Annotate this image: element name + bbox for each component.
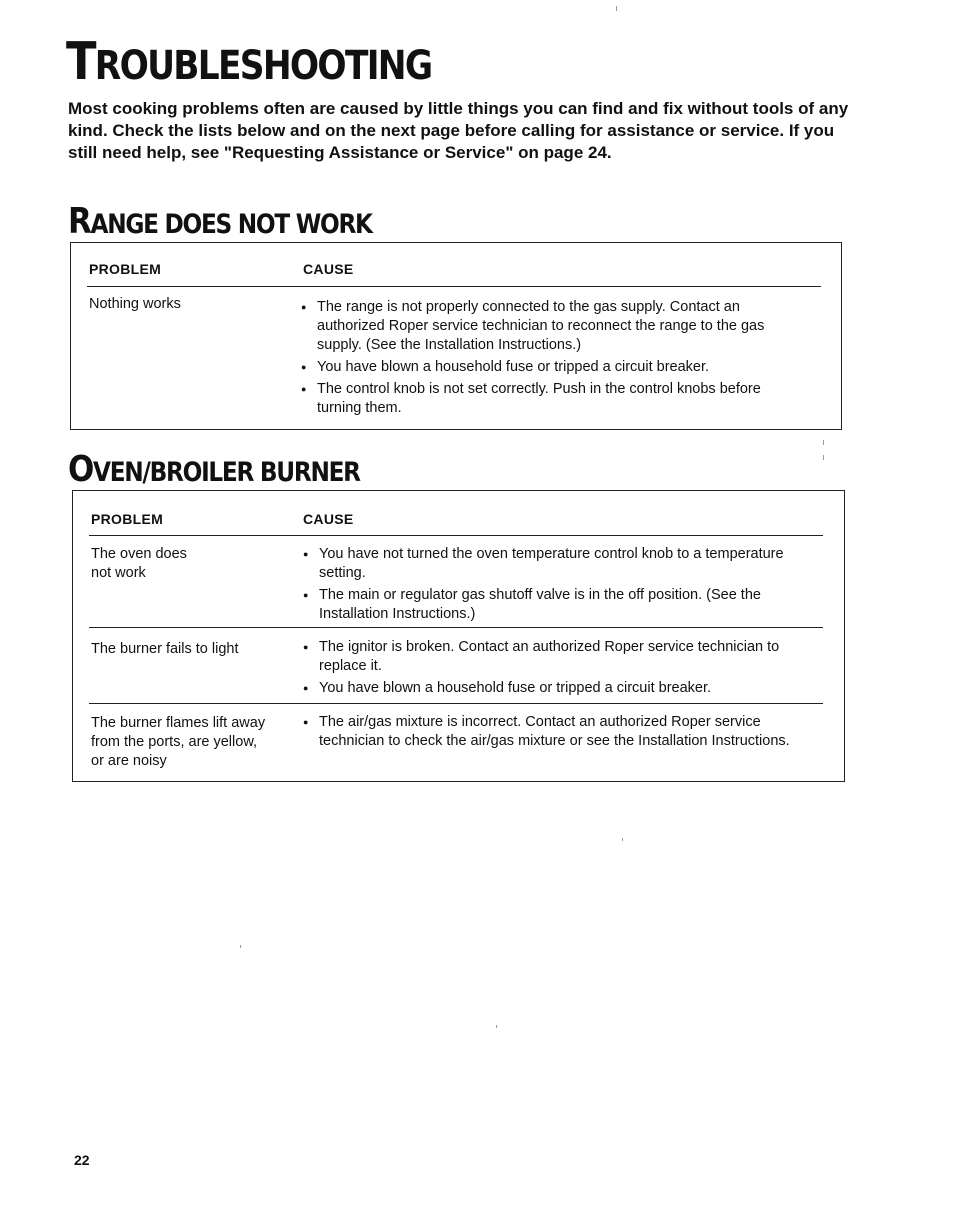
section-heading-oven-broiler-burner bbox=[68, 449, 360, 490]
problem-cell: Nothing works bbox=[89, 296, 181, 312]
page-title bbox=[66, 32, 432, 92]
section-heading-initial: R bbox=[68, 201, 91, 242]
scan-speck bbox=[823, 440, 824, 445]
column-header-problem: PROBLEM bbox=[89, 261, 162, 277]
cause-item: ● You have blown a household fuse or tripped a circuit breaker. bbox=[301, 358, 801, 377]
scan-speck bbox=[496, 1025, 497, 1028]
page-title-rest: ROUBLESHOOTING bbox=[94, 43, 432, 89]
cause-item: ● The air/gas mixture is incorrect. Contact an authorized Roper service technician to check the air/gas mixture or see the Installation Instructions. bbox=[303, 713, 823, 751]
section-heading-rest: ANGE DOES NOT WORK bbox=[90, 209, 372, 240]
range-troubleshooting-table bbox=[70, 242, 842, 430]
cause-list bbox=[301, 298, 801, 421]
cause-item: ● The control knob is not set correctly. Push in the control knobs before turning them. bbox=[301, 380, 801, 418]
scan-speck bbox=[240, 945, 241, 948]
row-rule bbox=[89, 703, 823, 704]
problem-cell: The burner flames lift away from the ports, are yellow, or are noisy bbox=[91, 715, 266, 769]
column-header-cause: CAUSE bbox=[303, 511, 354, 527]
scan-speck bbox=[616, 6, 617, 11]
cause-list bbox=[303, 545, 813, 627]
page-number: 22 bbox=[74, 1152, 90, 1168]
scan-speck bbox=[823, 455, 824, 460]
column-header-problem: PROBLEM bbox=[91, 511, 164, 527]
page-title-initial: T bbox=[66, 32, 95, 92]
cause-item: ● You have blown a household fuse or tripped a circuit breaker. bbox=[303, 679, 813, 698]
header-rule bbox=[89, 535, 823, 536]
section-heading-rest: VEN/BROILER BURNER bbox=[93, 457, 360, 488]
problem-cell: The oven does not work bbox=[91, 546, 187, 581]
cause-list bbox=[303, 638, 813, 701]
cause-item: ● The range is not properly connected to the gas supply. Contact an authorized Roper service technician to reconnect the range to the gas supply. (See the Installation Instructions.) bbox=[301, 298, 801, 355]
section-heading-range-does-not-work bbox=[68, 201, 372, 242]
cause-list bbox=[303, 713, 823, 754]
cause-item: ● You have not turned the oven temperature control knob to a temperature setting. bbox=[303, 545, 813, 583]
problem-cell: The burner fails to light bbox=[91, 641, 239, 657]
header-rule bbox=[87, 286, 821, 287]
section-heading-initial: O bbox=[68, 449, 94, 490]
cause-item: ● The main or regulator gas shutoff valve is in the off position. (See the Installation Instructions.) bbox=[303, 586, 813, 624]
column-header-cause: CAUSE bbox=[303, 261, 354, 277]
row-rule bbox=[89, 627, 823, 628]
scan-speck bbox=[622, 838, 623, 841]
intro-paragraph: Most cooking problems often are caused by little things you can find and fix without tools of any kind. Check the lists below and on the next page before calling for assistance or service. If you still need help, see "Requesting Assistance or Service" on page 24. bbox=[68, 99, 849, 162]
oven-burner-troubleshooting-table bbox=[72, 490, 845, 782]
cause-item: ● The ignitor is broken. Contact an authorized Roper service technician to replace it. bbox=[303, 638, 813, 676]
